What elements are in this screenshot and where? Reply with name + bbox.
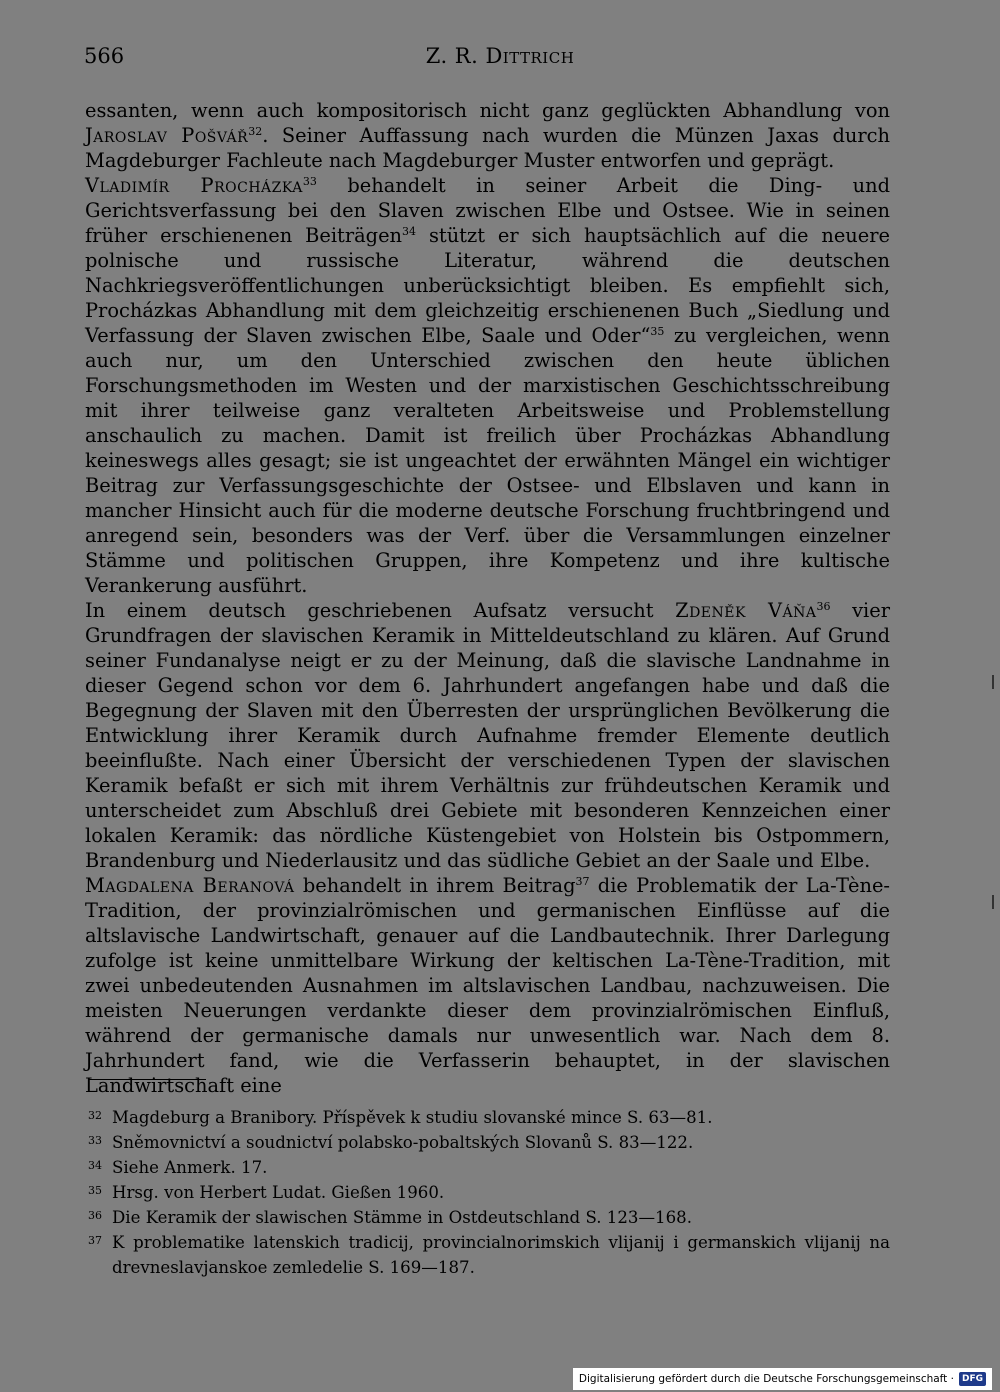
author-name: Jaroslav Pošvář bbox=[85, 124, 249, 147]
text-run: essanten, wenn auch kompositorisch nicht ganz geglückten Abhandlung von bbox=[85, 99, 890, 122]
footnote bbox=[88, 1155, 890, 1180]
paragraph bbox=[85, 598, 890, 873]
footnote-ref: 34 bbox=[402, 225, 417, 238]
footnote-ref: 36 bbox=[816, 600, 831, 613]
footnote-ref: 35 bbox=[650, 325, 665, 338]
footnote-number: 37 bbox=[88, 1234, 102, 1247]
text-run: In einem deutsch geschriebenen Aufsatz versucht bbox=[85, 599, 676, 622]
text-run: behandelt in seiner Arbeit die Ding- und Gerichtsverfassung bei den Slaven zwischen Elbe und Ostsee. Wie in seinen früher erschienenen Beiträgen bbox=[85, 174, 890, 247]
digitization-credit bbox=[573, 1368, 992, 1390]
author-name: Zdeněk Váňa bbox=[675, 599, 817, 622]
footnote bbox=[88, 1105, 890, 1130]
footnote-text: Sněmovnictví a soudnictví polabsko-pobaltských Slovanů S. 83—122. bbox=[112, 1133, 694, 1152]
paragraph bbox=[85, 173, 890, 598]
scan-mark bbox=[992, 675, 994, 689]
footnote-ref: 33 bbox=[302, 175, 317, 188]
dfg-logo-icon: DFG bbox=[959, 1372, 986, 1386]
footnote bbox=[88, 1230, 890, 1280]
footnote-number: 33 bbox=[88, 1134, 102, 1147]
footnote-text: Hrsg. von Herbert Ludat. Gießen 1960. bbox=[112, 1183, 445, 1202]
text-run: . Seiner Auffassung nach wurden die Münzen Jaxas durch Magdeburger Fachleute nach Magdeburger Muster entworfen und geprägt. bbox=[85, 124, 890, 172]
main-text bbox=[85, 98, 890, 1098]
page-number: 566 bbox=[84, 44, 125, 68]
footnote-rule bbox=[88, 1079, 206, 1080]
footnote bbox=[88, 1180, 890, 1205]
running-head bbox=[0, 44, 1000, 68]
paragraph bbox=[85, 873, 890, 1098]
footnote bbox=[88, 1205, 890, 1230]
paragraph bbox=[85, 98, 890, 173]
credit-text: Digitalisierung gefördert durch die Deutsche Forschungsgemeinschaft · bbox=[578, 1373, 954, 1385]
running-head-text: Z. R. Dittrich bbox=[425, 44, 575, 68]
text-run: die Problematik der La-Tène-Tradition, der provinzialrömischen und germanischen Einflüsse auf die altslavische Landwirtschaft, genauer auf die Landbautechnik. Ihrer Darlegung zufolge ist keine unmittelbare Wirkung der keltischen La-Tène-Tradition, mit zwei unbedeutenden Ausnahmen im altslavischen Landbau, nachzuweisen. Die meisten Neuerungen verdankte dieser dem provinzialrömischen Einfluß, während der germanische damals nur unwesentlich war. Nach dem 8. Jahrhundert fand, wie die Verfasserin behauptet, in der slavischen Landwirtschaft eine bbox=[85, 874, 890, 1097]
footnote-number: 34 bbox=[88, 1159, 102, 1172]
footnote-text: K problematike latenskich tradicij, provincialnorimskich vlijanij i germanskich vlijanij na drevneslavjanskoe zemledelie S. 169—187. bbox=[112, 1233, 890, 1277]
footnote-number: 35 bbox=[88, 1184, 102, 1197]
footnote-text: Die Keramik der slawischen Stämme in Ostdeutschland S. 123—168. bbox=[112, 1208, 692, 1227]
footnote-ref: 32 bbox=[248, 125, 263, 138]
footnote bbox=[88, 1130, 890, 1155]
text-run: stützt er sich hauptsächlich auf die neuere polnische und russische Literatur, während die deutschen Nachkriegsveröffentlichungen unberücksichtigt bleiben. Es empfiehlt sich, Procházkas Abhandlung mit dem gleichzeitig erschienenen Buch „Siedlung und Verfassung der Slaven zwischen Elbe, Saale und Oder“ bbox=[85, 224, 891, 347]
footnote-ref: 37 bbox=[575, 875, 590, 888]
footnotes bbox=[88, 1105, 890, 1280]
text-run: behandelt in ihrem Beitrag bbox=[294, 874, 576, 897]
text-run: vier Grundfragen der slavischen Keramik in Mitteldeutschland zu klären. Auf Grund seiner Fundanalyse neigt er zu der Meinung, daß die slavische Landnahme in dieser Gegend schon vor dem 6. Jahrhundert angefangen habe und daß die Begegnung der Slaven mit den Überresten der ursprünglichen Bevölkerung die Entwicklung ihrer Keramik durch Aufnahme fremder Elemente deutlich beeinflußte. Nach einer Übersicht der verschiedenen Typen der slavischen Keramik befaßt er sich mit ihrem Verhältnis zur frühdeutschen Keramik und unterscheidet zum Abschluß drei Gebiete mit besonderen Kennzeichen einer lokalen Keramik: das nördliche Küstengebiet von Holstein bis Ostpommern, Brandenburg und Niederlausitz und das südliche Gebiet an der Saale und Elbe. bbox=[85, 599, 890, 872]
author-name: Magdalena Beranová bbox=[85, 874, 295, 897]
text-run: zu vergleichen, wenn auch nur, um den Unterschied zwischen den heute üblichen Forschungsmethoden im Westen und der marxistischen Geschichtsschreibung mit ihrer teilweise ganz veralteten Arbeitsweise und Problemstellung anschaulich zu machen. Damit ist freilich über Procházkas Abhandlung keineswegs alles gesagt; sie ist ungeachtet der erwähnten Mängel ein wichtiger Beitrag zur Verfassungsgeschichte der Ostsee- und Elbslaven und kann in mancher Hinsicht auch für die moderne deutsche Forschung fruchtbringend und anregend sein, besonders was der Verf. über die Versammlungen einzelner Stämme und politischen Gruppen, ihre Kompetenz und ihre kultische Verankerung ausführt. bbox=[85, 324, 891, 597]
footnote-number: 32 bbox=[88, 1109, 102, 1122]
footnote-number: 36 bbox=[88, 1209, 102, 1222]
author-name: Vladimír Procházka bbox=[85, 174, 303, 197]
footnote-text: Magdeburg a Branibory. Příspěvek k studiu slovanské mince S. 63—81. bbox=[112, 1108, 713, 1127]
footnote-text: Siehe Anmerk. 17. bbox=[112, 1158, 268, 1177]
scan-mark bbox=[992, 895, 994, 909]
